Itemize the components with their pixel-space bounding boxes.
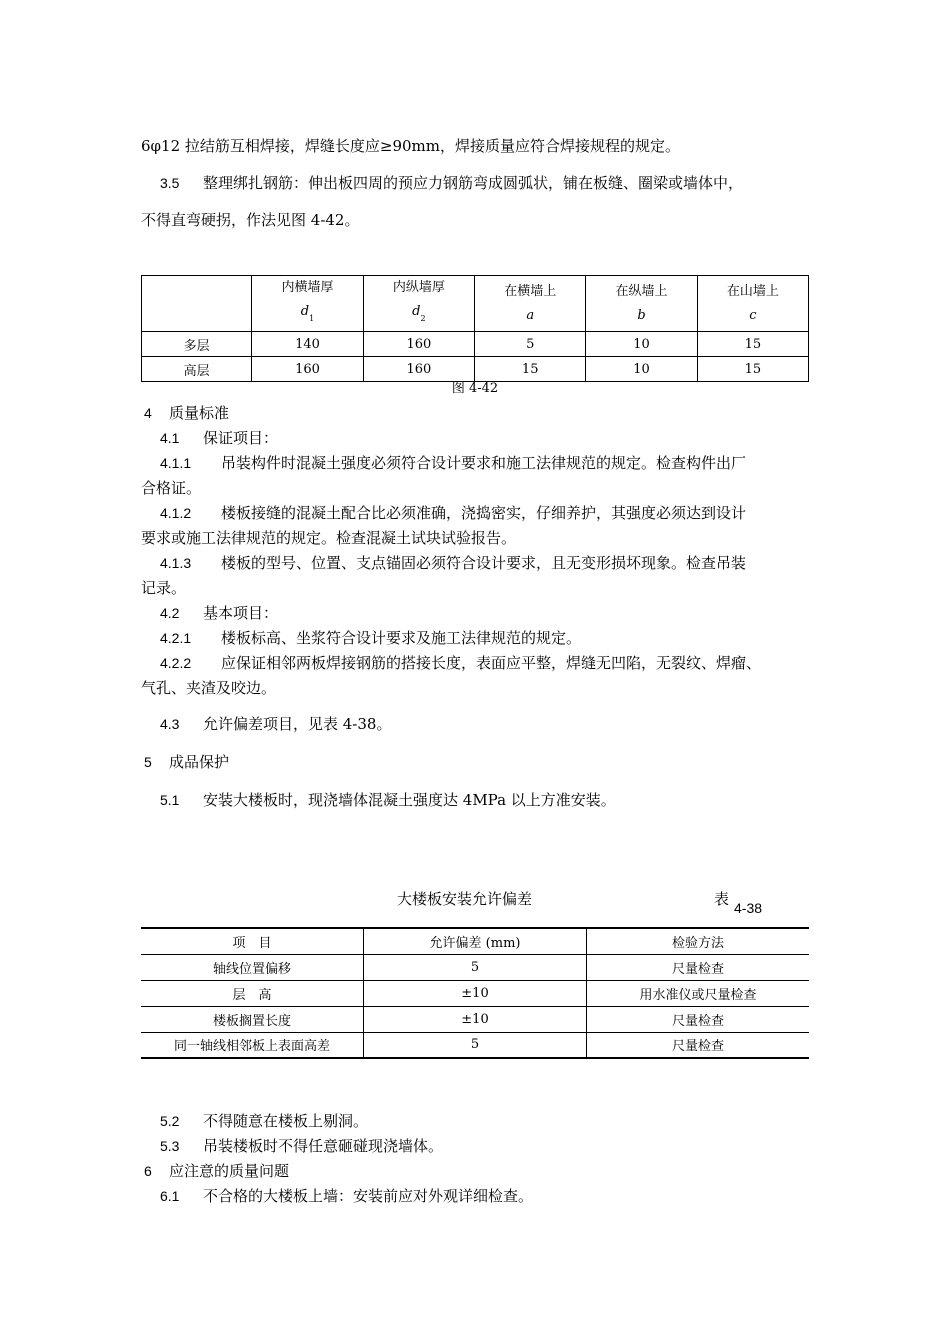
paragraph-line: 楼板标高、坐浆符合设计要求及施工法律规范的规定。: [221, 629, 582, 647]
table-cell: ±10: [364, 1006, 587, 1032]
section-number: 6: [144, 1163, 152, 1179]
paragraph-line: 不合格的大楼板上墙：安装前应对外观详细检查。: [203, 1187, 534, 1205]
paragraph-line: 气孔、夹渣及咬边。: [141, 679, 277, 697]
table-cell: 尺量检查: [587, 954, 810, 980]
table-header-cell: 在纵墙上 b: [586, 276, 697, 332]
table-cell: 5: [364, 1032, 587, 1058]
paragraph-line: 合格证。: [141, 479, 202, 497]
table-cell: 15: [697, 357, 808, 382]
table-cell: 层 高: [141, 980, 364, 1006]
section-title: 质量标准: [169, 404, 230, 422]
table-header-cell: 在横墙上 a: [475, 276, 586, 332]
table-label: 表: [714, 890, 730, 908]
section-number: 4.1.1: [160, 455, 192, 471]
section-number: 4.1.3: [160, 555, 192, 571]
table-cell: 高层: [142, 357, 252, 382]
section-number: 5: [144, 754, 152, 770]
table-cell: 轴线位置偏移: [141, 954, 364, 980]
paragraph-line: 不得直弯硬拐，作法见图 4-42。: [141, 211, 360, 229]
paragraph-line: 基本项目：: [203, 604, 279, 622]
table-cell: 尺量检查: [587, 1032, 810, 1058]
table-cell: 尺量检查: [587, 1006, 810, 1032]
section-number: 4.1.2: [160, 505, 192, 521]
paragraph-line: 整理绑扎钢筋：伸出板四周的预应力钢筋弯成圆弧状，铺在板缝、圈梁或墙体中，: [203, 174, 744, 192]
paragraph-line: 吊装楼板时不得任意砸碰现浇墙体。: [203, 1137, 444, 1155]
table-cell: 10: [586, 357, 697, 382]
section-title: 成品保护: [169, 753, 230, 771]
paragraph-line: 楼板的型号、位置、支点锚固必须符合设计要求，且无变形损坏现象。检查吊装: [221, 554, 747, 572]
section-number: 4.3: [160, 716, 180, 732]
section-number: 4.2.2: [160, 655, 192, 671]
table-header-cell: 内横墙厚 $d_1$: [252, 276, 363, 332]
table-cell: 160: [363, 357, 474, 382]
paragraph-line: 吊装构件时混凝土强度必须符合设计要求和施工法律规范的规定。检查构件出厂: [221, 454, 747, 472]
section-number: 4.1: [160, 430, 180, 446]
paragraph-line: 记录。: [141, 579, 187, 597]
paragraph-line: 应保证相邻两板焊接钢筋的搭接长度，表面应平整，焊缝无凹陷，无裂纹、焊瘤、: [221, 654, 762, 672]
table-cell: 160: [363, 332, 474, 357]
section-title: 应注意的质量问题: [169, 1162, 290, 1180]
table-row: [142, 332, 809, 357]
table-row: [141, 954, 809, 980]
section-number: 4: [144, 405, 152, 421]
table-row: [142, 357, 809, 382]
section-number: 4.2: [160, 605, 180, 621]
table-cell: ±10: [364, 980, 587, 1006]
tolerance-table: [141, 927, 809, 1059]
section-number: 3.5: [160, 175, 180, 191]
table-header-cell: 在山墙上 c: [697, 276, 808, 332]
table-cell: 160: [252, 357, 363, 382]
table-cell: 15: [697, 332, 808, 357]
table-row: [141, 1006, 809, 1032]
table-cell: 楼板搁置长度: [141, 1006, 364, 1032]
table-cell: 用水准仪或尺量检查: [587, 980, 810, 1006]
section-number: 5.1: [160, 792, 180, 808]
table-cell: 多层: [142, 332, 252, 357]
table-header-cell: 检验方法: [587, 928, 810, 954]
section-number: 4.2.1: [160, 630, 192, 646]
table-header-cell: 允许偏差 (mm): [364, 928, 587, 954]
table-title: 大楼板安装允许偏差: [397, 890, 533, 908]
table-cell: 5: [475, 332, 586, 357]
table-header-cell: 项 目: [141, 928, 364, 954]
table-cell: 5: [364, 954, 587, 980]
table-header-cell: 内纵墙厚 $d_2$: [363, 276, 474, 332]
table-header-cell: [142, 276, 252, 332]
paragraph-line: 要求或施工法律规范的规定。检查混凝土试块试验报告。: [141, 529, 517, 547]
table-row: [141, 980, 809, 1006]
section-number: 5.2: [160, 1113, 180, 1129]
table-cell: 15: [475, 357, 586, 382]
section-number: 5.3: [160, 1138, 180, 1154]
table-number: 4-38: [734, 900, 763, 916]
table-row: [141, 928, 809, 954]
paragraph-line: 允许偏差项目，见表 4-38。: [203, 715, 392, 733]
section-number: 6.1: [160, 1188, 180, 1204]
paragraph-line: 楼板接缝的混凝土配合比必须准确，浇捣密实，仔细养护，其强度必须达到设计: [221, 504, 747, 522]
table-cell: 同一轴线相邻板上表面高差: [141, 1032, 364, 1058]
figure-caption: 图 4-42: [451, 381, 499, 396]
table-cell: 140: [252, 332, 363, 357]
dimension-table: [141, 275, 809, 382]
paragraph-line: 不得随意在楼板上剔洞。: [203, 1112, 369, 1130]
paragraph-line: 安装大楼板时，现浇墙体混凝土强度达 4MPa 以上方准安装。: [203, 791, 616, 809]
paragraph-line: 保证项目：: [203, 429, 279, 447]
table-row: [141, 1032, 809, 1058]
paragraph-line: 6φ12 拉结筋互相焊接，焊缝长度应≥90mm，焊接质量应符合焊接规程的规定。: [141, 137, 681, 155]
table-cell: 10: [586, 332, 697, 357]
